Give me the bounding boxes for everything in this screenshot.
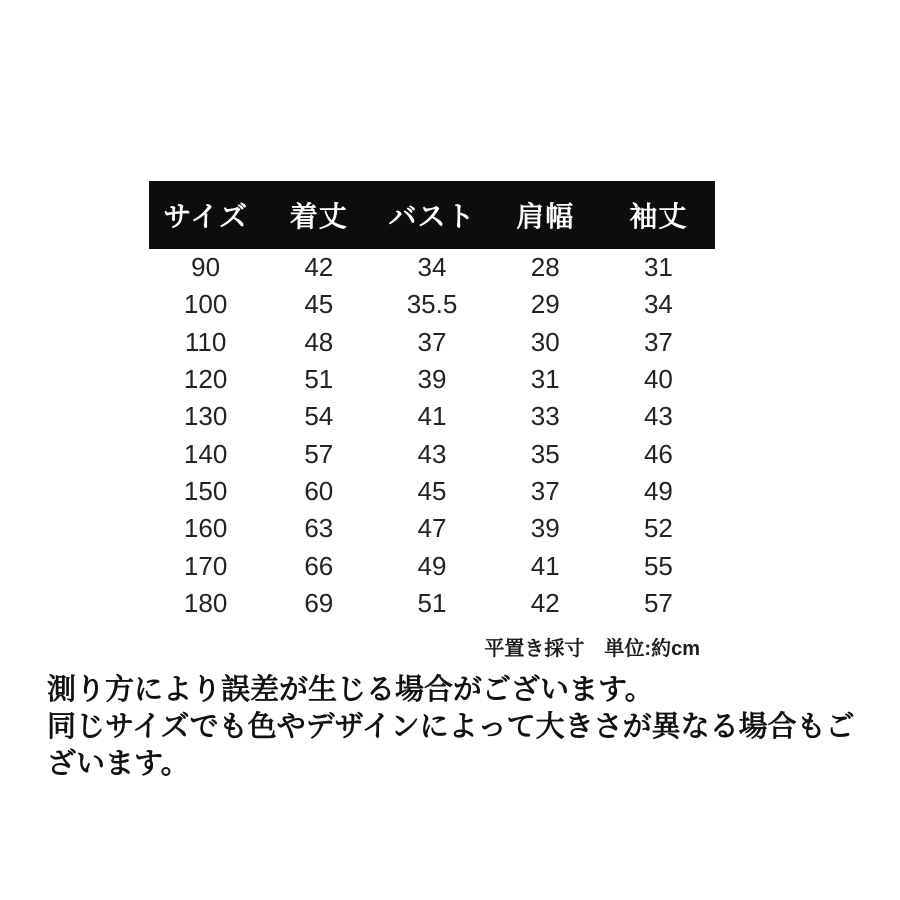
table-row (149, 435, 715, 472)
disclaimer-line-1: 測り方により誤差が生じる場合がございます。 (47, 674, 654, 706)
table-row (149, 585, 715, 622)
table-cell: 45 (417, 475, 447, 506)
table-cell: 49 (417, 550, 447, 581)
table-cell: 150 (183, 475, 228, 506)
table-cell: 57 (304, 438, 334, 469)
table-cell: 30 (530, 326, 560, 357)
table-cell: 180 (183, 587, 228, 618)
table-cell: 29 (530, 289, 560, 320)
table-cell: 120 (183, 364, 228, 395)
table-cell: 51 (417, 587, 447, 618)
table-cell: 35 (530, 438, 560, 469)
table-cell: 100 (183, 289, 228, 320)
size-chart-header-row (149, 181, 715, 249)
size-chart-table (149, 181, 715, 622)
table-cell: 33 (530, 401, 560, 432)
column-header-1: 着丈 (289, 201, 348, 232)
table-cell: 140 (183, 438, 228, 469)
table-row (149, 286, 715, 323)
table-cell: 57 (643, 587, 673, 618)
table-cell: 66 (304, 550, 334, 581)
table-row (149, 547, 715, 584)
table-cell: 34 (643, 289, 673, 320)
table-cell: 34 (417, 252, 447, 283)
table-cell: 110 (184, 326, 227, 357)
table-cell: 52 (643, 513, 673, 544)
table-cell: 45 (304, 289, 334, 320)
table-cell: 48 (304, 326, 334, 357)
disclaimer-line-2: 同じサイズでも色やデザインによって大きさが異なる場合もございます。 (47, 711, 855, 780)
table-row (149, 510, 715, 547)
table-cell: 43 (417, 438, 447, 469)
table-cell: 43 (643, 401, 673, 432)
table-cell: 28 (530, 252, 560, 283)
table-cell: 42 (304, 252, 334, 283)
column-header-2: バスト (388, 201, 476, 232)
table-row (149, 398, 715, 435)
table-cell: 130 (183, 401, 228, 432)
table-row (149, 249, 715, 286)
table-cell: 41 (530, 550, 560, 581)
table-cell: 39 (530, 513, 560, 544)
table-cell: 51 (304, 364, 334, 395)
table-cell: 31 (643, 252, 673, 283)
table-cell: 63 (304, 513, 334, 544)
table-cell: 49 (643, 475, 673, 506)
table-cell: 170 (183, 550, 228, 581)
column-header-0: サイズ (163, 201, 248, 232)
table-cell: 46 (643, 438, 673, 469)
table-cell: 160 (183, 513, 228, 544)
table-cell: 90 (191, 252, 221, 283)
table-cell: 60 (304, 475, 334, 506)
table-cell: 39 (417, 364, 447, 395)
table-row (149, 361, 715, 398)
table-cell: 37 (643, 326, 673, 357)
table-cell: 37 (417, 326, 447, 357)
size-chart-body (149, 249, 715, 622)
table-cell: 55 (643, 550, 673, 581)
table-cell: 31 (530, 364, 560, 395)
table-row (149, 324, 715, 361)
table-cell: 37 (530, 475, 560, 506)
table-cell: 42 (530, 587, 560, 618)
measurement-unit-note: 平置き採寸 単位:約cm (484, 638, 700, 660)
table-cell: 54 (304, 401, 334, 432)
table-cell: 35.5 (406, 289, 458, 320)
table-cell: 47 (417, 513, 447, 544)
table-row (149, 473, 715, 510)
table-cell: 41 (417, 401, 447, 432)
column-header-4: 袖丈 (629, 201, 688, 232)
disclaimer-text (47, 672, 867, 783)
table-cell: 69 (304, 587, 334, 618)
table-cell: 40 (643, 364, 673, 395)
column-header-3: 肩幅 (516, 201, 575, 232)
